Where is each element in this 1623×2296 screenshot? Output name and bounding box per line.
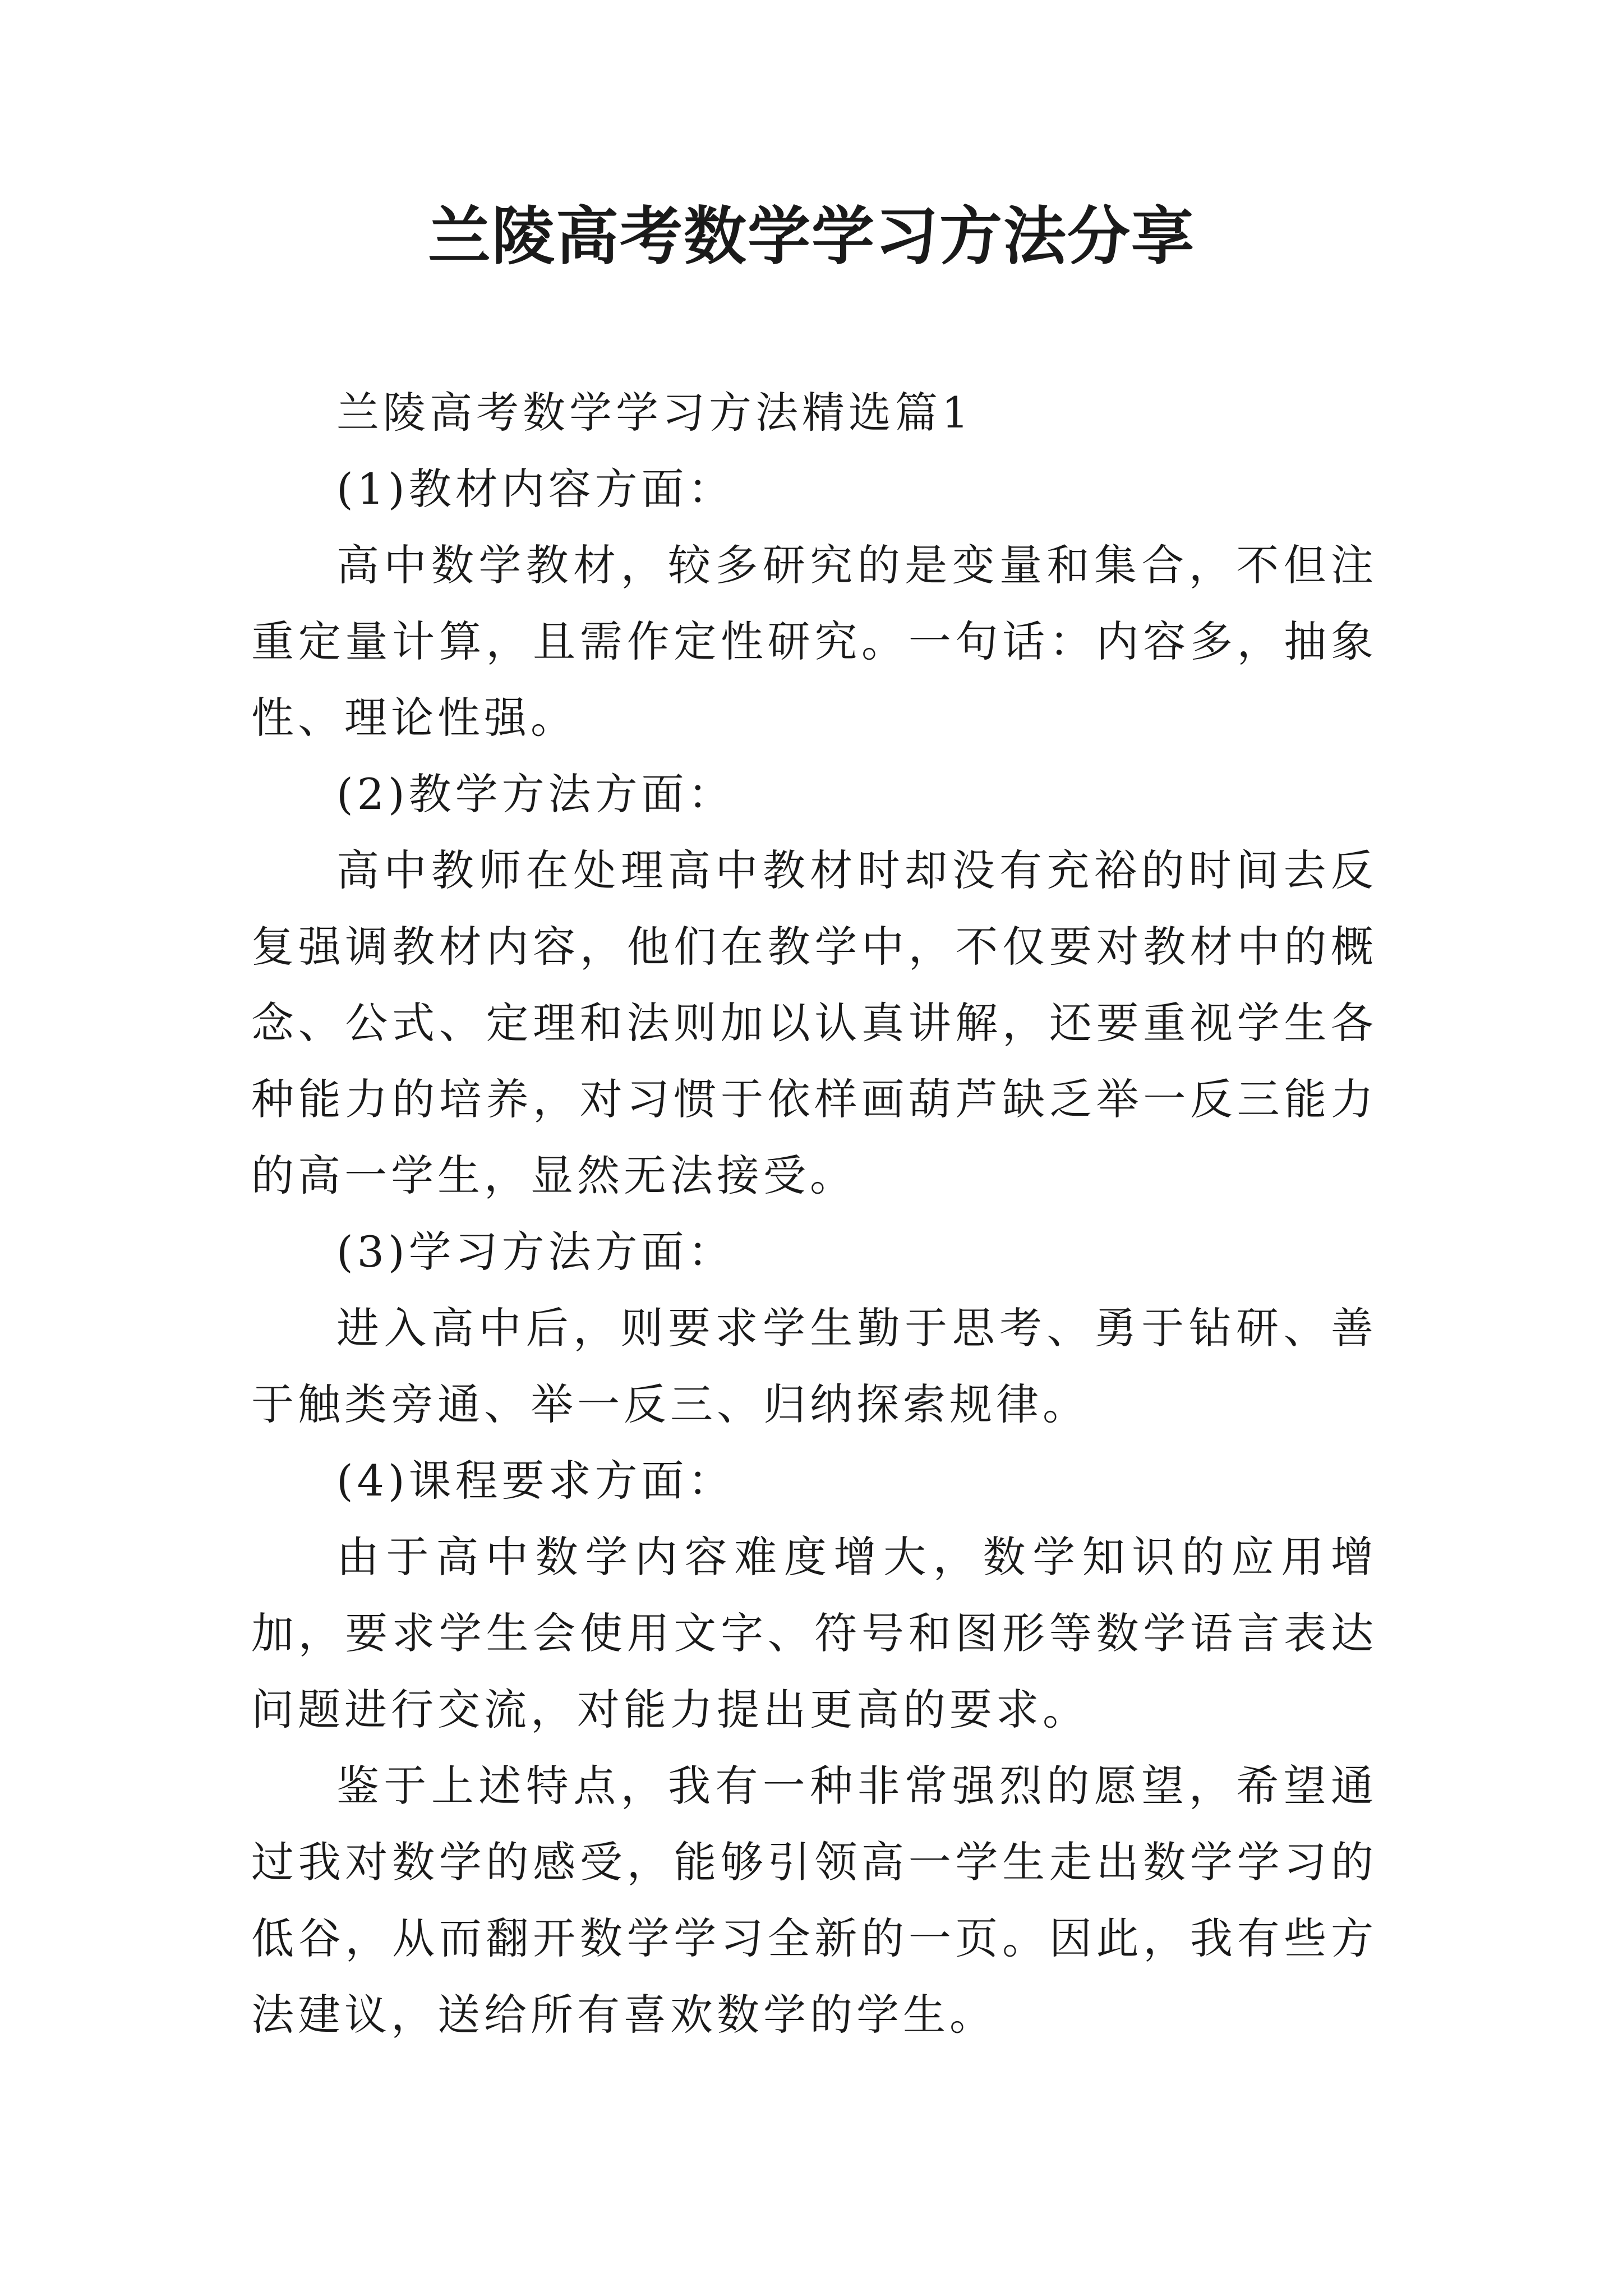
paragraph-textbook-content: 高中数学教材，较多研究的是变量和集合，不但注重定量计算，且需作定性研究。一句话：内容多，抽象性、理论性强。	[251, 540, 1377, 743]
subheading-course-requirements: (4)课程要求方面：	[336, 1456, 735, 1506]
paragraph-teaching-method: 高中教师在处理高中教材时却没有充裕的时间去反复强调教材内容，他们在教学中，不仅要对教材中的概念、公式、定理和法则加以认真讲解，还要重视学生各种能力的培养，对习惯于依样画葫芦缺乏举一反三能力的高一学生，显然无法接受。	[251, 845, 1377, 1200]
document-body	[251, 375, 1377, 2053]
subheading-textbook-content: (1)教材内容方面：	[336, 464, 735, 514]
subheading-teaching-method: (2)教学方法方面：	[336, 769, 735, 819]
section-heading: 兰陵高考数学学习方法精选篇1	[336, 388, 973, 438]
paragraph-conclusion: 鉴于上述特点，我有一种非常强烈的愿望，希望通过我对数学的感受，能够引领高一学生走出数学学习的低谷，从而翻开数学学习全新的一页。因此，我有些方法建议，送给所有喜欢数学的学生。	[251, 1761, 1377, 2040]
paragraph-learning-method: 进入高中后，则要求学生勤于思考、勇于钻研、善于触类旁通、举一反三、归纳探索规律。	[251, 1303, 1377, 1429]
paragraph-course-requirements: 由于高中数学内容难度增大，数学知识的应用增加，要求学生会使用文字、符号和图形等数学语言表达问题进行交流，对能力提出更高的要求。	[251, 1532, 1377, 1734]
subheading-learning-method: (3)学习方法方面：	[336, 1227, 735, 1277]
document-title: 兰陵高考数学学习方法分享	[428, 200, 1195, 273]
